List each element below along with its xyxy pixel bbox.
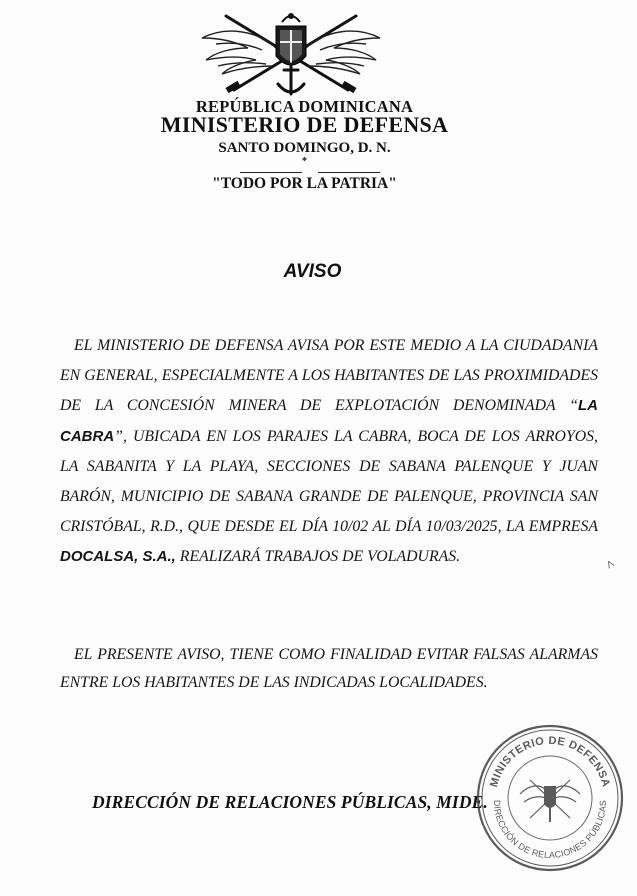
svg-text:MINISTERIO DE DEFENSA <box>488 735 612 789</box>
country-heading: REPÚBLICA DOMINICANA <box>195 97 414 116</box>
page-edge-mark: ˄ <box>602 555 618 573</box>
city-line: SANTO DOMINGO, D. N. <box>218 140 391 156</box>
paragraph-1-text-a: EL MINISTERIO DE DEFENSA AVISA POR ESTE MEDIO A LA CIUDADANIA EN GENERAL, ESPECIALMENTE A LOS HABITANTES DE LAS PROXIMIDADES DE LA CONCESIÓN MINERA DE EXPLOTACIÓN DENOMINADA “ <box>60 337 598 415</box>
ministry-emblem-icon <box>196 8 386 100</box>
paragraph-1-text-b: ”, UBICADA EN LOS PARAJES LA CABRA, BOCA DE LOS ARROYOS, LA SABANITA Y LA PLAYA, SECCIONES DE SABANA PALENQUE Y JUAN BARÓN, MUNICIPIO DE SABANA GRANDE DE PALENQUE, PROVINCIA SAN CRISTÓBAL, R.D., QUE DESDE EL DÍA 10/02 AL DÍA 10/03/2025, LA EMPRESA <box>60 427 598 536</box>
concession-name: LA CABRA <box>60 397 598 445</box>
seal-bottom-text: DIRECCIÓN DE RELACIONES PÚBLICAS <box>491 799 609 861</box>
signature-line: DIRECCIÓN DE RELACIONES PÚBLICAS, MIDE. <box>92 792 488 812</box>
notice-paragraph-1 <box>60 331 598 573</box>
seal-top-text: MINISTERIO DE DEFENSA <box>488 734 612 789</box>
official-seal-icon <box>474 722 626 872</box>
ministry-heading: MINISTERIO DE DEFENSA <box>160 112 449 137</box>
paragraph-1-text-c: REALIZARÁ TRABAJOS DE VOLADURAS. <box>175 548 461 566</box>
motto: "TODO POR LA PATRIA" <box>212 175 397 192</box>
company-name: DOCALSA, S.A., <box>60 548 176 566</box>
notice-title: AVISO <box>283 261 342 282</box>
star-divider: * <box>302 156 307 167</box>
notice-paragraph-2: EL PRESENTE AVISO, TIENE COMO FINALIDAD EVITAR FALSAS ALARMAS ENTRE LOS HABITANTES DE LAS INDICADAS LOCALIDADES. <box>60 646 598 691</box>
